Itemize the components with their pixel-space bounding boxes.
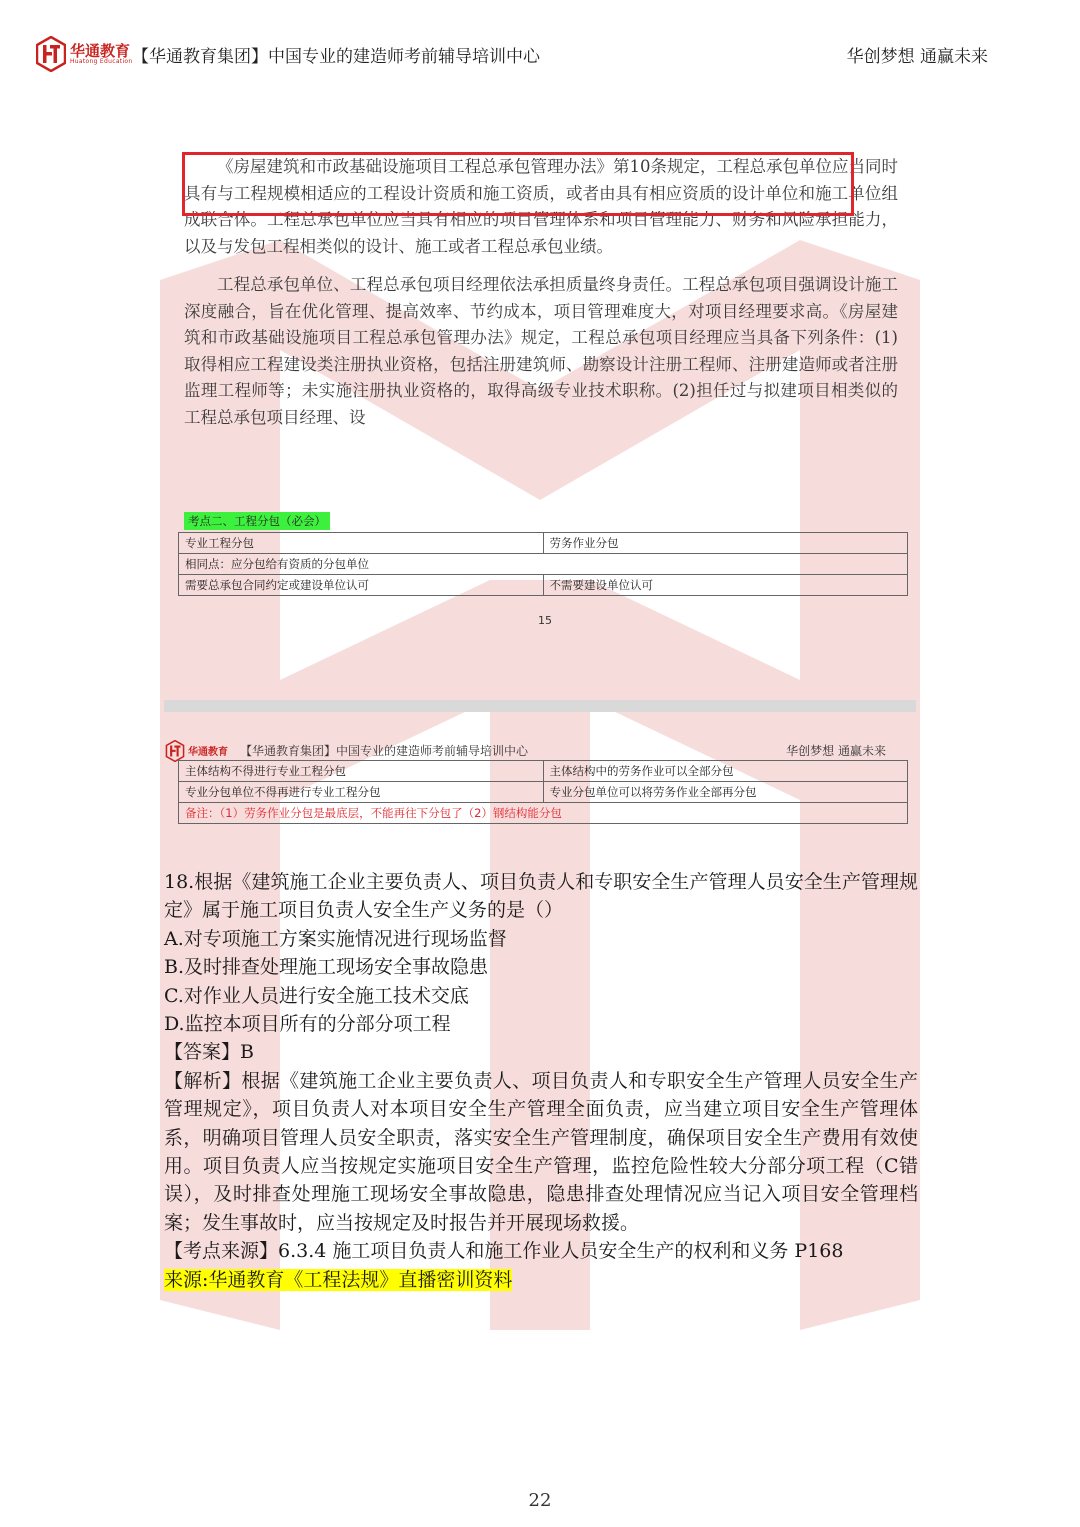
question-stem: 18.根据《建筑施工企业主要负责人、项目负责人和专职安全生产管理人员安全生产管理规定》属于施工项目负责人安全生产义务的是（）: [164, 871, 918, 922]
page-header: [36, 36, 996, 76]
logo-english: Huatong Education: [70, 58, 133, 65]
table-cell: 主体结构不得进行专业工程分包: [179, 761, 544, 782]
analysis: 【解析】根据《建筑施工企业主要负责人、项目负责人和专职安全生产管理人员安全生产管理规定》，项目负责人对本项目安全生产管理全面负责，应当建立项目安全生产管理体系，明确项目管理人员安全职责，落实安全生产管理制度，确保项目安全生产费用有效使用。项目负责人应当按规定实施项目安全生产管理，监控危险性较大分部分项工程（C错误），及时排查处理施工现场安全事故隐患，隐患排查处理情况应当记入项目安全管理档案；发生事故时，应当按规定及时报告并开展现场救援。: [164, 1069, 918, 1234]
table-cell: 需要总承包合同约定或建设单位认可: [179, 575, 544, 596]
table-title: 考点二、工程分包（必会）: [184, 512, 330, 530]
excerpt-logo-name: 华通教育: [188, 747, 228, 758]
source-highlight: 来源:华通教育《工程法规》直播密训资料: [164, 1268, 513, 1291]
option-b: B.及时排查处理施工现场安全事故隐患: [164, 956, 489, 979]
subcontract-table: [178, 532, 908, 596]
highlight-box: [182, 152, 854, 216]
page-number: 22: [528, 1490, 552, 1511]
header-title: 【华通教育集团】中国专业的建造师考前辅导培训中心: [132, 47, 540, 67]
option-d: D.监控本项目所有的分部分项工程: [164, 1013, 451, 1036]
huatong-logo-icon: [36, 36, 66, 72]
excerpt-header-title: 【华通教育集团】中国专业的建造师考前辅导培训中心: [240, 744, 529, 758]
header-slogan: 华创梦想 通赢未来: [846, 47, 988, 67]
table-cell: 专业分包单位不得再进行专业工程分包: [179, 782, 544, 803]
huatong-logo-icon: [164, 740, 186, 762]
excerpt-paragraph-1: 《房屋建筑和市政基础设施项目工程总承包管理办法》第10条规定，工程总承包单位应当同时具有与工程规模相适应的工程设计资质和施工资质，或者由具有相应资质的设计单位和施工单位组成联合体。工程总承包单位应当具有相应的项目管理体系和项目管理能力、财务和风险承担能力，以及与发包工程相类似的设计、施工或者工程总承包业绩。: [184, 157, 898, 256]
note-text: （1）劳务作业分包是最底层，不能再往下分包了（2）钢结构能分包: [219, 806, 562, 820]
subcontract-table-continued: [178, 760, 908, 824]
table-cell: 不需要建设单位认可: [543, 575, 908, 596]
table-cell: 专业分包单位可以将劳务作业全部再分包: [543, 782, 908, 803]
table-cell: 主体结构中的劳务作业可以全部分包: [543, 761, 908, 782]
table-cell: 相同点：应分包给有资质的分包单位: [179, 554, 908, 575]
source-reference: 【考点来源】6.3.4 施工项目负责人和施工作业人员安全生产的权利和义务 P168: [164, 1240, 844, 1263]
excerpt-header-slogan: 华创梦想 通赢未来: [786, 744, 886, 758]
table-cell: 专业工程分包: [179, 533, 544, 554]
answer: 【答案】B: [164, 1041, 254, 1064]
excerpt-page-number: 15: [538, 614, 552, 627]
page-separator: [164, 700, 916, 712]
excerpt-paragraph-2: 工程总承包单位、工程总承包项目经理依法承担质量终身责任。工程总承包项目强调设计施工深度融合，旨在优化管理、提高效率、节约成本，项目管理难度大，对项目经理要求高。《房屋建筑和市政基础设施项目工程总承包管理办法》规定，工程总承包项目经理应当具备下列条件：(1)取得相应工程建设类注册执业资格，包括注册建筑师、勘察设计注册工程师、注册建造师或者注册监理工程师等；未实施注册执业资格的，取得高级专业技术职称。(2)担任过与拟建项目相类似的工程总承包项目经理、设: [184, 275, 898, 427]
table-note: [179, 803, 908, 824]
option-a: A.对专项施工方案实施情况进行现场监督: [164, 927, 507, 950]
logo-name: 华通教育: [70, 42, 131, 60]
question-block: [164, 868, 918, 1294]
option-c: C.对作业人员进行安全施工技术交底: [164, 984, 469, 1007]
table-cell: 劳务作业分包: [543, 533, 908, 554]
note-label: 备注：: [185, 806, 220, 820]
